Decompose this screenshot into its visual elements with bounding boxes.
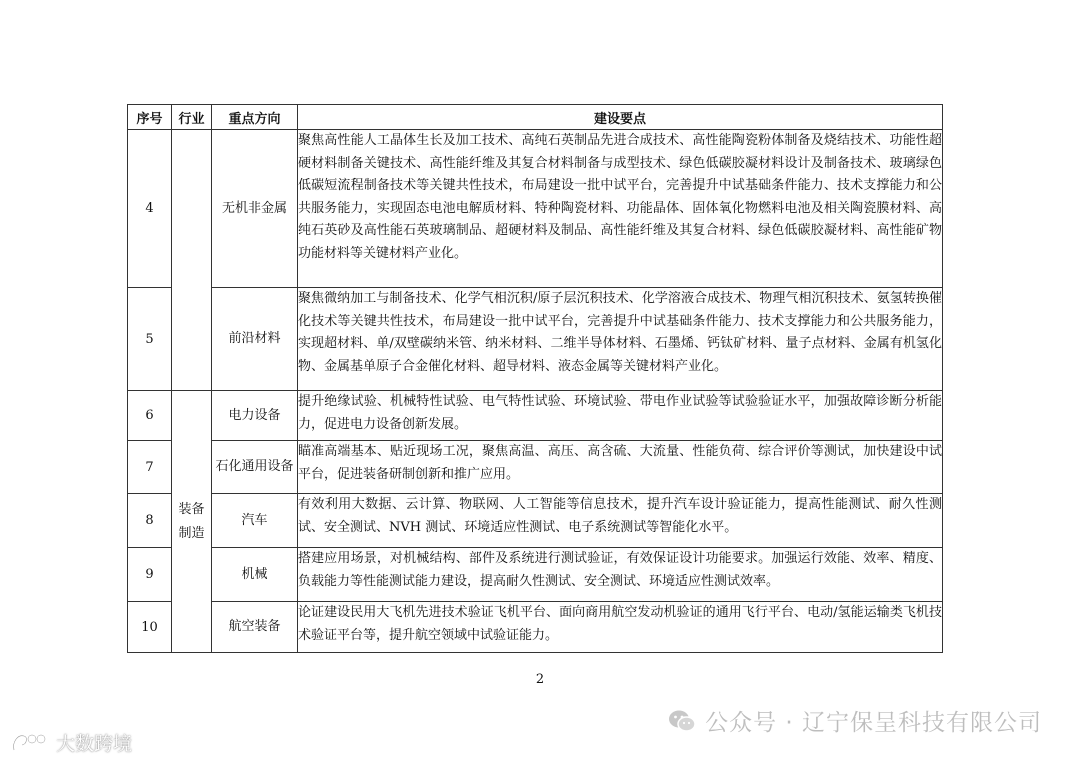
row-key-points: 聚焦微纳加工与制备技术、化学气相沉积/原子层沉积技术、化学溶液合成技术、物理气相沉积技术、氨氢转换催化技术等关键共性技术，布局建设一批中试平台，完善提升中试基础条件能力、技术支撑能力和公共服务能力，实现超材料、单/双壁碳纳米管、纳米材料、二维半导体材料、石墨烯、钙钛矿材料、量子点材料、金属有机氢化物、金属基单原子合金催化材料、超导材料、液态金属等关键材料产业化。 <box>298 288 943 391</box>
header-industry: 行业 <box>172 105 212 130</box>
watermark-right-text: 公众号 · 辽宁保呈科技有限公司 <box>705 710 1042 736</box>
row-direction: 无机非金属 <box>212 130 298 288</box>
table-row <box>128 548 943 602</box>
industry-label: 装备制造 <box>178 501 205 541</box>
header-number: 序号 <box>128 105 172 130</box>
row-key-points: 有效利用大数据、云计算、物联网、人工智能等信息技术，提升汽车设计验证能力，提高性能测试、耐久性测试、安全测试、NVH 测试、环境适应性测试、电子系统测试等智能化水平。 <box>298 494 943 548</box>
page-number: 2 <box>535 672 545 687</box>
row-key-points: 提升绝缘试验、机械特性试验、电气特性试验、环境试验、带电作业试验等试验验证水平，加强故障诊断分析能力，促进电力设备创新发展。 <box>298 391 943 441</box>
row-number: 7 <box>128 441 172 494</box>
table-header-row <box>128 105 943 130</box>
header-key-points: 建设要点 <box>298 105 943 130</box>
row-key-points: 瞄准高端基本、贴近现场工况，聚焦高温、高压、高含硫、大流量、性能负荷、综合评价等测试，加快建设中试平台，促进装备研制创新和推广应用。 <box>298 441 943 494</box>
row-number: 5 <box>128 288 172 391</box>
row-direction: 石化通用设备 <box>212 441 298 494</box>
brand-logo-icon <box>10 728 52 756</box>
row-direction: 航空装备 <box>212 602 298 653</box>
table-row <box>128 130 943 288</box>
table-row <box>128 391 943 441</box>
table-row <box>128 494 943 548</box>
row-direction: 汽车 <box>212 494 298 548</box>
header-direction: 重点方向 <box>212 105 298 130</box>
row-number: 10 <box>128 602 172 653</box>
row-direction: 电力设备 <box>212 391 298 441</box>
row-key-points: 聚焦高性能人工晶体生长及加工技术、高纯石英制品先进合成技术、高性能陶瓷粉体制备及烧结技术、功能性超硬材料制备关键技术、高性能纤维及其复合材料制备与成型技术、绿色低碳胶凝材料设计及制备技术、玻璃绿色低碳短流程制备技术等关键共性技术，布局建设一批中试平台，完善提升中试基础条件能力、技术支撑能力和公共服务能力，实现固态电池电解质材料、特种陶瓷材料、功能晶体、固体氧化物燃料电池及相关陶瓷膜材料、高纯石英砂及高性能石英玻璃制品、超硬材料及制品、高性能纤维及其复合材料、绿色低碳胶凝材料、高性能矿物功能材料等关键材料产业化。 <box>298 130 943 288</box>
table-row <box>128 288 943 391</box>
row-number: 4 <box>128 130 172 288</box>
watermark-left-text: 大数跨境 <box>56 732 133 755</box>
table-row <box>128 441 943 494</box>
watermark-brand <box>10 728 132 756</box>
watermark-official-account <box>667 704 1042 737</box>
industry-cell <box>172 391 212 653</box>
row-number: 9 <box>128 548 172 602</box>
row-direction: 机械 <box>212 548 298 602</box>
row-key-points: 搭建应用场景，对机械结构、部件及系统进行测试验证，有效保证设计功能要求。加强运行效能、效率、精度、负载能力等性能测试能力建设，提高耐久性测试、安全测试、环境适应性测试效率。 <box>298 548 943 602</box>
industry-cell-empty <box>172 130 212 391</box>
row-key-points: 论证建设民用大飞机先进技术验证飞机平台、面向商用航空发动机验证的通用飞行平台、电动/氢能运输类飞机技术验证平台等，提升航空领域中试验证能力。 <box>298 602 943 653</box>
row-direction: 前沿材料 <box>212 288 298 391</box>
wechat-icon <box>667 708 697 734</box>
requirements-table <box>127 104 943 653</box>
table-row <box>128 602 943 653</box>
row-number: 8 <box>128 494 172 548</box>
row-number: 6 <box>128 391 172 441</box>
